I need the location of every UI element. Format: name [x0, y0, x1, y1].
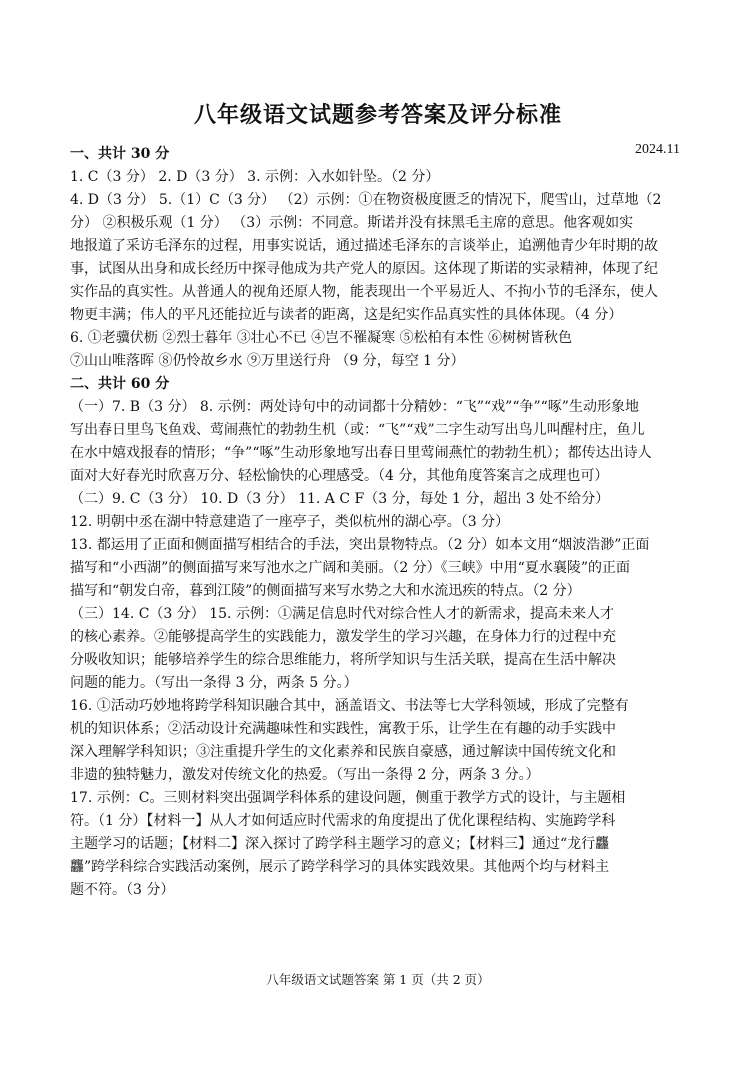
answer-line: ⑦山山唯落晖 ⑧仍怜故乡水 ⑨万里送行舟 （9 分，每空 1 分）	[70, 353, 465, 369]
answer-line: 12. 明朝中丞在湖中特意建造了一座亭子，类似杭州的湖心亭。（3 分）	[70, 514, 510, 530]
answer-line: （二）9. C（3 分） 10. D（3 分） 11. A C F（3 分，每处 1 分，超出 3 处不给分）	[70, 491, 610, 507]
answer-line: 非遗的独特魅力，激发对传统文化的热爱。（写出一条得 2 分，两条 3 分。）	[70, 767, 540, 783]
answer-line: 物更丰满；伟人的平凡还能拉近与读者的距离，这是纪实作品真实性的具体体现。（4 分）	[70, 307, 623, 323]
answer-line: 机的知识体系；②活动设计充满趣味性和实践性，寓教于乐，让学生在有趣的动手实践中	[70, 721, 616, 737]
answer-line: 17. 示例：C。三则材料突出强调学科体系的建设问题，侧重于教学方式的设计，与主题相	[70, 790, 626, 806]
answer-line: 题不符。（3 分）	[70, 882, 175, 898]
answer-line: 写出春日里鸟飞鱼戏、莺闹燕忙的勃勃生机（或：“飞”“戏”二字生动写出鸟儿叫醒村庄，鱼儿	[70, 422, 645, 438]
answer-line: 分吸收知识；能够培养学生的综合思维能力，将所学知识与生活关联，提高在生活中解决	[70, 652, 616, 668]
answer-line: 面对大好春光时欣喜万分、轻松愉快的心理感受。（4 分，其他角度答案言之成理也可）	[70, 468, 609, 484]
answer-line: 实作品的真实性。从普通人的视角还原人物，能表现出一个平易近人、不拘小节的毛泽东，使人	[70, 284, 658, 300]
answer-line: 13. 都运用了正面和侧面描写相结合的手法，突出景物特点。（2 分）如本文用“烟波浩渺”正面	[70, 537, 650, 553]
answer-line: 事，试图从出身和成长经历中探寻他成为共产党人的原因。这体现了斯诺的实录精神，体现了纪	[70, 261, 658, 277]
answer-line: 地报道了采访毛泽东的过程，用事实说话，通过描述毛泽东的言谈举止，追溯他青少年时期的故	[70, 238, 658, 254]
answer-line: 分） ②积极乐观（1 分） （3）示例：不同意。斯诺并没有抹黑毛主席的意思。他客观如实	[70, 215, 634, 231]
answer-content	[70, 143, 690, 902]
answer-line: 16. ①活动巧妙地将跨学科知识融合其中，涵盖语文、书法等七大学科领域，形成了完整有	[70, 698, 629, 714]
answer-line: 问题的能力。（写出一条得 3 分，两条 5 分。）	[70, 675, 358, 691]
section-heading-1: 一、共计 30 分	[70, 146, 170, 162]
answer-line: 描写和“朝发白帝，暮到江陵”的侧面描写来写水势之大和水流迅疾的特点。（2 分）	[70, 583, 581, 599]
answer-line: 的核心素养。②能够提高学生的实践能力，激发学生的学习兴趣，在身体力行的过程中充	[70, 629, 616, 645]
answer-line: 主题学习的话题；【材料二】深入探讨了跨学科主题学习的意义；【材料三】通过“龙行龘	[70, 836, 610, 852]
section-heading-2: 二、共计 60 分	[70, 376, 170, 392]
answer-line: （三）14. C（3 分） 15. 示例：①满足信息时代对综合性人才的新需求，提高未来人才	[70, 606, 614, 622]
answer-line: （一）7. B（3 分） 8. 示例：两处诗句中的动词都十分精妙：“飞”“戏”“争”“啄”生动形象地	[70, 399, 639, 415]
answer-line: 4. D（3 分） 5.（1）C（3 分） （2）示例：①在物资极度匮乏的情况下，爬雪山，过草地（2	[70, 192, 662, 208]
answer-line: 龘”跨学科综合实践活动案例，展示了跨学科学习的具体实践效果。其他两个均与材料主	[70, 859, 610, 875]
answer-line: 1. C（3 分） 2. D（3 分） 3. 示例：入水如针坠。（2 分）	[70, 169, 440, 185]
answer-line: 6. ①老骥伏枥 ②烈士暮年 ③壮心不已 ④岂不罹凝寒 ⑤松柏有本性 ⑥树树皆秋色	[70, 330, 573, 346]
page-footer: 八年级语文试题答案 第 1 页（共 2 页）	[266, 972, 490, 987]
answer-line: 在水中嬉戏报春的情形；“争”“啄”生动形象地写出春日里莺闹燕忙的勃勃生机）；都传达出诗人	[70, 445, 652, 461]
page-title: 八年级语文试题参考答案及评分标准	[193, 102, 562, 128]
exam-date: 2024.11	[635, 142, 680, 157]
answer-line: 符。（1 分）【材料一】从人才如何适应时代需求的角度提出了优化课程结构、实施跨学科	[70, 813, 616, 829]
answer-line: 描写和“小西湖”的侧面描写来写池水之广阔和美丽。（2 分）《三峡》中用“夏水襄陵”的正面	[70, 560, 630, 576]
answer-line: 深入理解学科知识；③注重提升学生的文化素养和民族自豪感，通过解读中国传统文化和	[70, 744, 616, 760]
